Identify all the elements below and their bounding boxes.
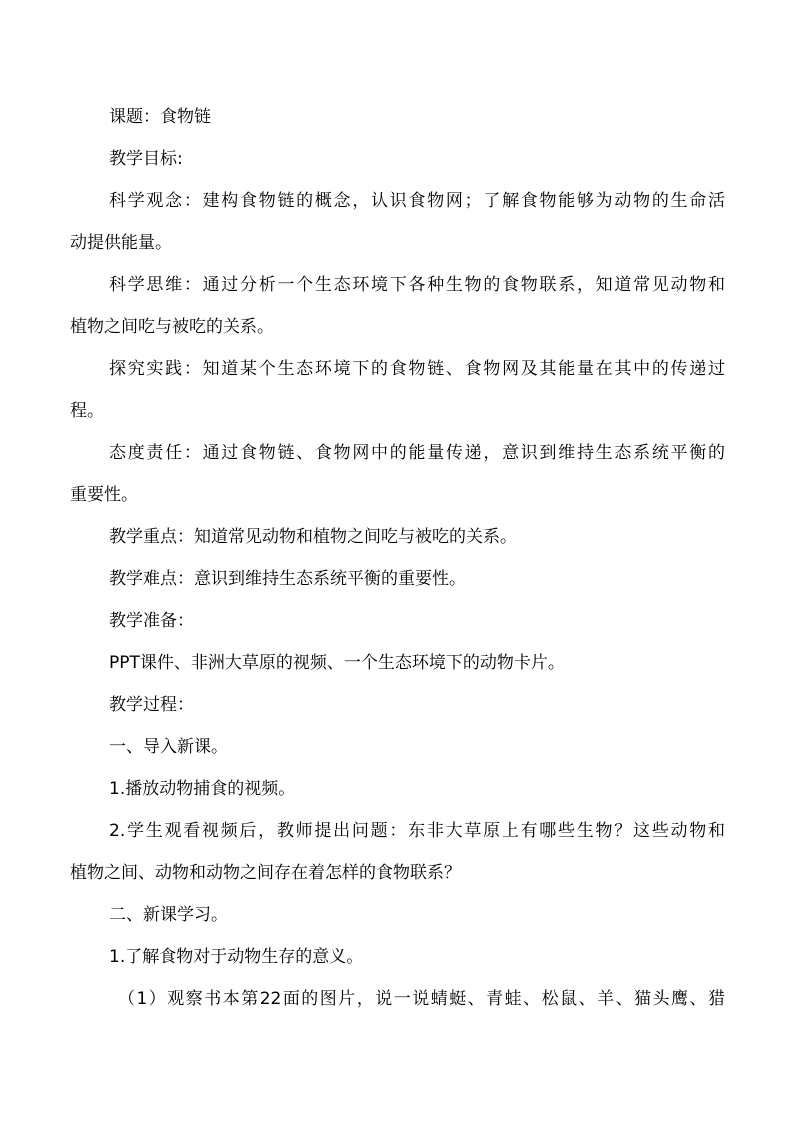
attitude-line-2: 重要性。 [70, 485, 138, 505]
step-2-1: 1.了解食物对于动物生存的意义。 [109, 947, 364, 967]
inquiry-practice-line-1: 探究实践：知道某个生态环境下的食物链、食物网及其能量在其中的传递过 [109, 359, 725, 379]
teaching-difficulty: 教学难点：意识到维持生态系统平衡的重要性。 [109, 569, 466, 589]
lesson-title: 课题：食物链 [109, 107, 211, 127]
teaching-process-heading: 教学过程： [109, 695, 194, 715]
science-thinking-line-2: 植物之间吃与被吃的关系。 [70, 317, 274, 337]
teaching-key-point: 教学重点：知道常见动物和植物之间吃与被吃的关系。 [109, 527, 517, 547]
science-concept-line-2: 动提供能量。 [70, 233, 172, 253]
attitude-line-1: 态度责任：通过食物链、食物网中的能量传递，意识到维持生态系统平衡的 [109, 443, 725, 463]
teaching-preparation-content: PPT课件、非洲大草原的视频、一个生态环境下的动物卡片。 [109, 653, 565, 673]
step-1-1: 1.播放动物捕食的视频。 [109, 779, 296, 799]
step-1-2-line-2: 植物之间、动物和动物之间存在着怎样的食物联系？ [70, 863, 461, 883]
step-2-1-sub-1: （1）观察书本第22面的图片，说一说蜻蜓、青蛙、松鼠、羊、猫头鹰、猎 [118, 989, 725, 1009]
section-one-heading: 一、导入新课。 [109, 737, 228, 757]
step-1-2-line-1: 2.学生观看视频后，教师提出问题：东非大草原上有哪些生物？这些动物和 [109, 821, 725, 841]
science-thinking-line-1: 科学思维：通过分析一个生态环境下各种生物的食物联系，知道常见动物和 [109, 275, 725, 295]
teaching-goals-heading: 教学目标: [109, 149, 183, 169]
teaching-preparation-heading: 教学准备： [109, 611, 194, 631]
inquiry-practice-line-2: 程。 [70, 401, 104, 421]
section-two-heading: 二、新课学习。 [109, 905, 228, 925]
science-concept-line-1: 科学观念：建构食物链的概念，认识食物网；了解食物能够为动物的生命活 [109, 191, 725, 211]
